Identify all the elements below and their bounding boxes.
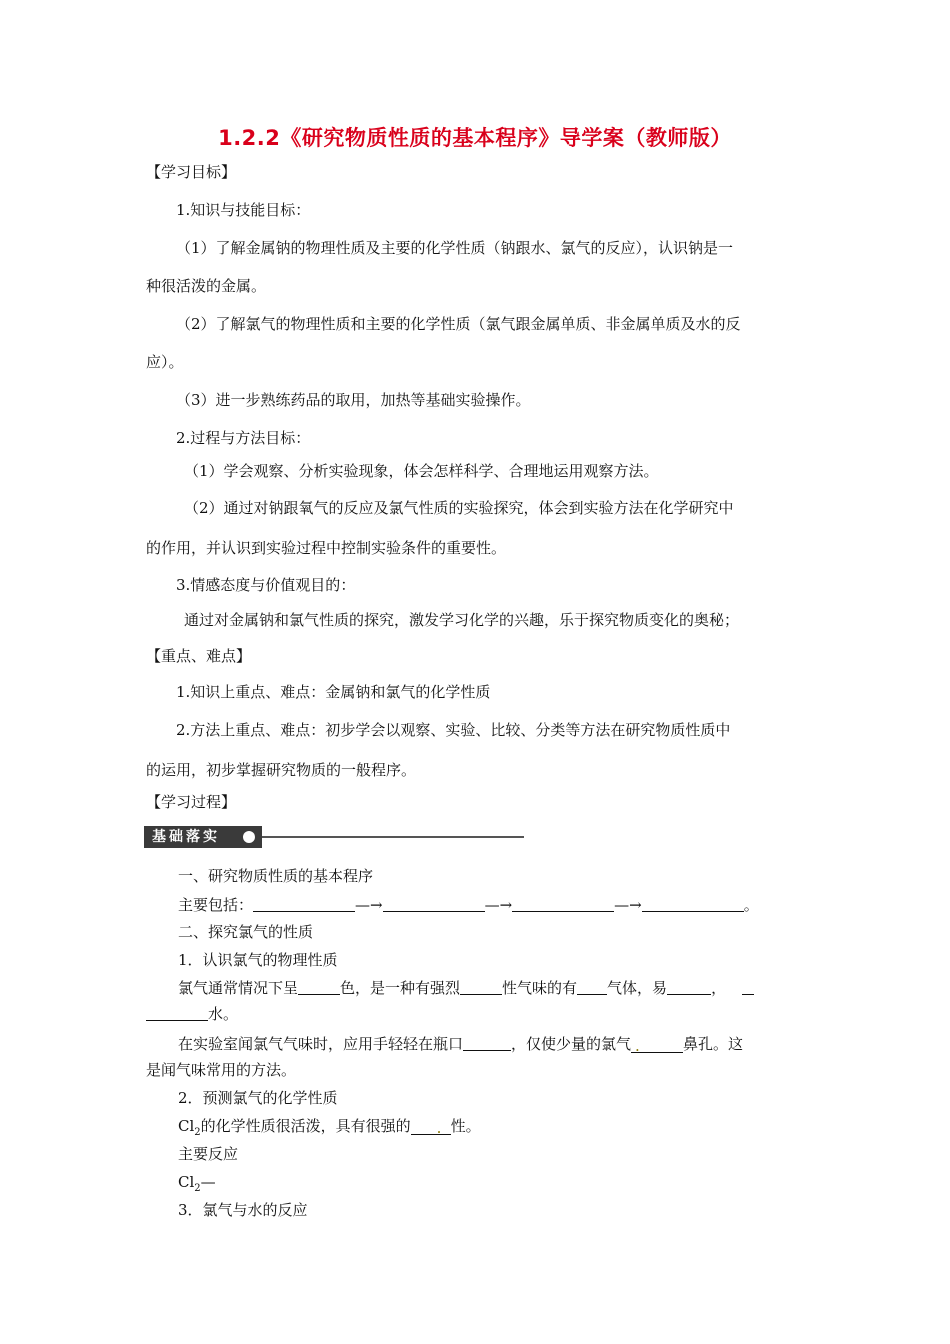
section-2-1-title: 1．认识氯气的物理性质 [178,951,338,969]
blank-waft [463,1034,511,1051]
paragraph-1-line-1: 氯气通常情况下呈 色，是一种有强烈 性气味的有 气体，易 ， [178,978,754,998]
blank-dissolve [146,1004,208,1021]
paragraph-2-line-1: 在实验室闻氯气气味时，应用手轻轻在瓶口 ，仅使少量的氯气 . 鼻孔。这 [178,1035,744,1055]
section-2-title: 二、探究氯气的性质 [178,923,314,941]
goal-3-1: 通过对金属钠和氯气性质的探究，激发学习化学的兴趣，乐于探究物质变化的奥秘； [184,611,740,629]
banner-dot-icon [243,831,255,843]
goals-header: 【学习目标】 [146,163,237,181]
blank-oxidizing [411,1118,451,1135]
paragraph-1-line-2: 水。 [146,1004,238,1024]
goal-1-3: （3）进一步熟练药品的取用，加热等基础实验操作。 [176,391,531,409]
mark-dot: . [436,1119,442,1137]
goal-1: 1.知识与技能目标： [176,201,311,219]
blank-smell [460,978,502,995]
banner-rule [262,836,524,838]
blank-liquefy [667,978,711,995]
goal-2: 2.过程与方法目标： [176,429,311,447]
paragraph-3: $Cl_2$的化学性质很活泼，具有很强的 . 性。 [178,1117,481,1138]
key-2-line-2: 的运用，初步掌握研究物质的一般程序。 [146,761,417,779]
keys-header: 【重点、难点】 [146,647,252,665]
document-title: 1.2.2《研究物质性质的基本程序》导学案（教师版） [218,126,732,150]
paragraph-2-line-2: 是闻气味常用的方法。 [146,1061,297,1079]
goal-2-2-line-1: （2）通过对钠跟氧气的反应及氯气性质的实验探究，体会到实验方法在化学研究中 [184,499,734,517]
key-1: 1.知识上重点、难点：金属钠和氯气的化学性质 [176,683,491,701]
process-header: 【学习过程】 [146,793,237,811]
goal-2-2-line-2: 的作用，并认识到实验过程中控制实验条件的重要性。 [146,539,507,557]
section-2-3-title: 3．氯气与水的反应 [178,1201,308,1219]
goal-3: 3.情感态度与价值观目的： [176,576,356,594]
section-1-title: 一、研究物质性质的基本程序 [178,867,374,885]
blank-dissolve-start [742,978,754,995]
blank-step-4 [642,895,744,912]
mark-dot: . [635,1037,640,1055]
goal-1-2-line-1: （2）了解氯气的物理性质和主要的化学性质（氯气跟金属单质、非金属单质及水的反 [176,315,741,333]
steps-line: 主要包括： —→ —→ —→ 。 [178,896,759,914]
blank-enter [631,1036,683,1053]
main-reactions-label: 主要反应 [178,1145,239,1163]
blank-step-3 [512,895,614,912]
banner-label: 基础落实 [144,826,262,848]
key-2-line-1: 2.方法上重点、难点：初步学会以观察、实验、比较、分类等方法在研究物质性质中 [176,721,731,739]
goal-1-1-line-1: （1）了解金属钠的物理性质及主要的化学性质（钠跟水、氯气的反应），认识钠是一 [176,239,734,257]
goal-1-2-line-2: 应）。 [146,353,184,371]
blank-color [298,978,340,995]
blank-step-2 [383,895,485,912]
blank-step-1 [253,895,355,912]
section-banner [144,826,524,848]
reaction-line: $Cl_2—$ [178,1173,216,1194]
blank-toxic [577,978,607,995]
section-2-2-title: 2．预测氯气的化学性质 [178,1089,338,1107]
goal-1-1-line-2: 种很活泼的金属。 [146,277,267,295]
goal-2-1: （1）学会观察、分析实验现象，体会怎样科学、合理地运用观察方法。 [184,462,659,480]
